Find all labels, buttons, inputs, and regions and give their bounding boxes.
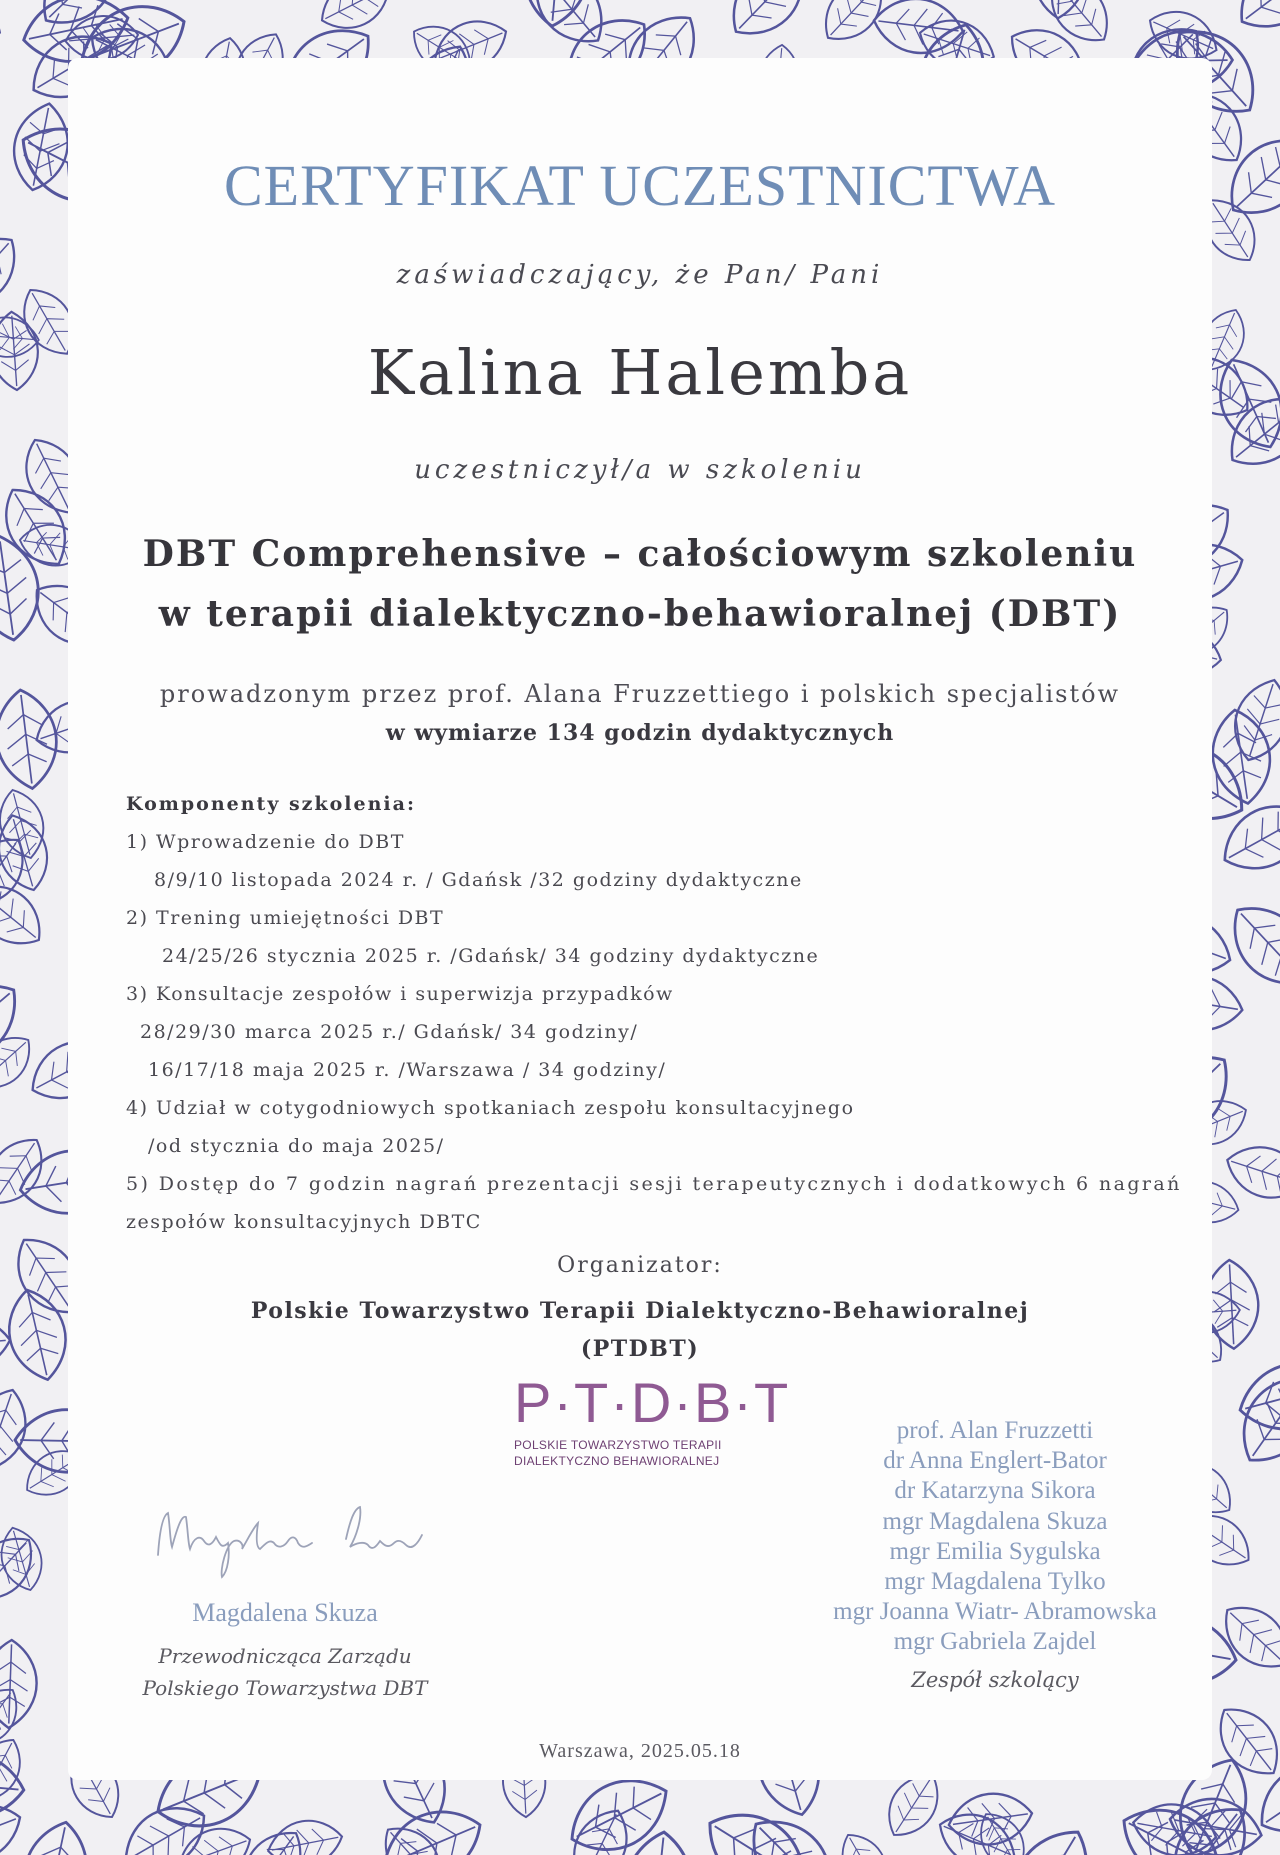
team-member: mgr Gabriela Zajdel — [893, 1628, 1097, 1656]
leaf-ornament — [0, 1639, 38, 1729]
training-team-list — [790, 1416, 1200, 1658]
training-components — [126, 785, 1186, 1241]
leaf-ornament — [372, 1796, 492, 1855]
course-title-line-1: DBT Comprehensive – całościowym szkoleniu — [142, 533, 1138, 575]
handwritten-signature — [150, 1485, 450, 1585]
leaf-ornament — [0, 1522, 49, 1595]
leaf-ornament — [620, 1829, 697, 1855]
components-heading: Komponenty szkolenia: — [126, 793, 416, 815]
leaf-ornament — [0, 1127, 56, 1216]
team-member: dr Anna Englert-Bator — [883, 1447, 1107, 1475]
participation-text: uczestniczył/a w szkoleniu — [414, 455, 866, 485]
team-member: dr Katarzyna Sikora — [894, 1477, 1096, 1505]
certificate-subtitle: zaświadczający, że Pan/ Pani — [396, 260, 884, 290]
place-and-date: Warszawa, 2025.05.18 — [539, 1740, 741, 1762]
component-line: 3) Konsultacje zespołów i superwizja przypadków — [126, 983, 674, 1005]
leaf-ornament — [520, 0, 592, 29]
ptdbt-logo-subtitle — [514, 1437, 754, 1469]
leaf-ornament — [0, 1524, 46, 1613]
certificate-title: CERTYFIKAT UCZESTNICTWA — [223, 153, 1057, 218]
ptdbt-logo — [514, 1371, 791, 1469]
signer-role-line-1: Przewodnicząca Zarządu — [158, 1644, 412, 1668]
leaf-ornament — [0, 0, 7, 52]
component-line: zespołów konsultacyjnych DBTC — [126, 1211, 482, 1233]
leaf-ornament — [716, 0, 820, 51]
team-member: mgr Magdalena Tylko — [884, 1568, 1106, 1596]
team-member: mgr Magdalena Skuza — [882, 1507, 1108, 1535]
component-line: 24/25/26 stycznia 2025 r. /Gdańsk/ 34 godziny dydaktyczne — [162, 945, 820, 967]
component-line: /od stycznia do maja 2025/ — [148, 1135, 445, 1157]
organizer-full-name: Polskie Towarzystwo Terapii Dialektyczno-Behawioralnej — [250, 1298, 1030, 1324]
leaf-ornament — [831, 1825, 898, 1855]
leaf-ornament — [15, 1816, 96, 1855]
ptdbt-logo-mark: P·T·D·B·T — [514, 1371, 791, 1434]
leaf-ornament — [0, 1382, 37, 1479]
leaf-ornament — [1037, 0, 1122, 54]
leaf-ornament — [112, 1792, 217, 1855]
component-line: 8/9/10 listopada 2024 r. / Gdańsk /32 godziny dydaktyczne — [154, 869, 803, 891]
logo-subtitle-line-1: POLSKIE TOWARZYSTWO TERAPII — [514, 1438, 722, 1452]
team-member: mgr Joanna Wiatr- Abramowska — [833, 1598, 1157, 1626]
component-line: 16/17/18 maja 2025 r. /Warszawa / 34 godziny/ — [148, 1059, 667, 1081]
participant-name: Kalina Halemba — [367, 336, 913, 409]
signer-name: Magdalena Skuza — [192, 1598, 378, 1627]
component-line: 5) Dostęp do 7 godzin nagrań prezentacji sesji terapeutycznych i dodatkowych 6 nagrań — [126, 1173, 1182, 1195]
organizer-abbreviation: (PTDBT) — [580, 1336, 700, 1362]
organizer-label: Organizator: — [557, 1253, 723, 1278]
team-member: prof. Alan Fruzzetti — [896, 1417, 1094, 1444]
component-line: 4) Udział w cotygodniowych spotkaniach zespołu konsultacyjnego — [126, 1097, 855, 1119]
leaf-ornament — [811, 0, 895, 53]
course-hours-text: w wymiarze 134 godzin dydaktycznych — [385, 720, 895, 746]
leaf-ornament — [931, 1802, 1024, 1855]
leaf-ornament — [0, 871, 54, 959]
leaf-ornament — [1225, 0, 1280, 45]
course-title — [0, 524, 1280, 644]
signer-role-line-2: Polskiego Towarzystwa DBT — [142, 1676, 428, 1700]
course-title-line-2: w terapii dialektyczno-behawioralnej (DBT) — [158, 593, 1122, 635]
component-line: 2) Trening umiejętności DBT — [126, 907, 445, 929]
course-leader-text: prowadzonym przez prof. Alana Fruzzettiego i polskich specjalistów — [159, 680, 1121, 708]
logo-subtitle-line-2: DIALEKTYCZNO BEHAWIORALNEJ — [514, 1454, 720, 1468]
leaf-ornament — [0, 1025, 42, 1101]
component-line: 28/29/30 marca 2025 r./ Gdańsk/ 34 godziny/ — [140, 1021, 639, 1043]
leaf-ornament — [1211, 790, 1280, 885]
signer-role — [120, 1640, 450, 1704]
training-team-label: Zespół szkolący — [911, 1668, 1079, 1692]
leaf-ornament — [1220, 1137, 1280, 1208]
organizer-name — [0, 1292, 1280, 1368]
team-member: mgr Emilia Sygulska — [889, 1537, 1101, 1565]
component-line: 1) Wprowadzenie do DBT — [126, 831, 405, 853]
